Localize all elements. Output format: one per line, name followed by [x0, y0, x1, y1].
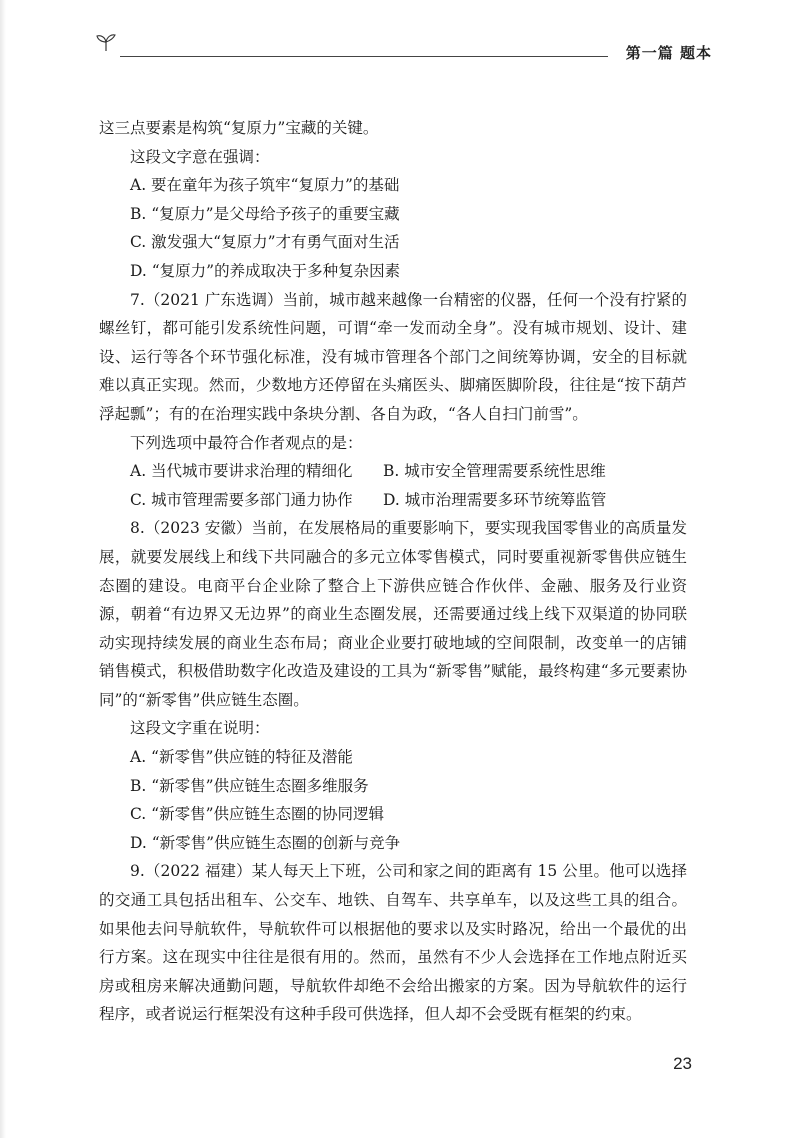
q7-options-row-2: [99, 486, 687, 515]
q7-options-row-1: [99, 457, 687, 486]
q8-prompt: 这段文字重在说明：: [130, 719, 270, 738]
q8-option-d: D. “新零售”供应链生态圈的创新与竞争: [130, 833, 401, 852]
page-number: 23: [673, 1054, 692, 1073]
q8-passage: 8.（2023 安徽）当前，在发展格局的重要影响下，要实现我国零售业的高质量发展，就要发展线上和线下共同融合的多元立体零售模式，同时要重视新零售供应链生态圈的建设。电商平台企业除了整合上下游供应链合作伙伴、金融、服务及行业资源，朝着“有边界又无边界”的商业生态圈发展，还需要通过线上线下双渠道的协同联动实现持续发展的商业生态布局；商业企业要打破地域的空间限制，改变单一的店铺销售模式，积极借助数字化改造及建设的工具为“新零售”赋能，最终构建“多元要素协同”的“新零售”供应链生态圈。: [99, 519, 687, 709]
section-title: 第一篇 题本: [625, 44, 712, 62]
q6-prompt: 这段文字意在强调：: [130, 147, 270, 166]
q7-passage: 7.（2021 广东选调）当前，城市越来越像一台精密的仪器，任何一个没有拧紧的螺丝钉，都可能引发系统性问题，可谓“牵一发而动全身”。没有城市规划、设计、建设、运行等各个环节强化标准，没有城市管理各个部门之间统筹协调，安全的目标就难以真正实现。然而，少数地方还停留在头痛医头、脚痛医脚阶段，往往是“按下葫芦浮起瓢”；有的在治理实践中条块分割、各自为政，“各人自扫门前雪”。: [99, 290, 687, 423]
q7-option-a: A. 当代城市要讲求治理的精细化: [130, 462, 353, 481]
q6-option-b: B. “复原力”是父母给予孩子的重要宝藏: [130, 204, 400, 223]
running-header: [96, 26, 712, 66]
page-content: [99, 114, 687, 1029]
q6-option-d: D. “复原力”的养成取决于多种复杂因素: [130, 261, 401, 280]
q8-option-b: B. “新零售”供应链生态圈多维服务: [130, 776, 369, 795]
q8-option-c: C. “新零售”供应链生态圈的协同逻辑: [130, 805, 385, 824]
q6-option-a: A. 要在童年为孩子筑牢“复原力”的基础: [130, 176, 400, 195]
q8-option-a: A. “新零售”供应链的特征及潜能: [130, 748, 353, 767]
q9-passage: 9.（2022 福建）某人每天上下班，公司和家之间的距离有 15 公里。他可以选择的交通工具包括出租车、公交车、地铁、自驾车、共享单车，以及这些工具的组合。如果他去问导航软件，导航软件可以根据他的要求以及实时路况，给出一个最优的出行方案。这在现实中往往是很有用的。然而，虽然有不少人会选择在工作地点附近买房或租房来解决通勤问题，导航软件却绝不会给出搬家的方案。因为导航软件的运行程序，或者说运行框架没有这种手段可供选择，但人却不会受既有框架的约束。: [99, 862, 687, 1024]
intro-line: 这三点要素是构筑“复原力”宝藏的关键。: [99, 119, 379, 137]
q7-option-c: C. 城市管理需要多部门通力协作: [130, 490, 353, 509]
q7-prompt: 下列选项中最符合作者观点的是：: [130, 433, 363, 452]
q7-option-b: B. 城市安全管理需要系统性思维: [383, 462, 606, 481]
scan-edge-shadow: [0, 0, 6, 1138]
q6-option-c: C. 激发强大“复原力”才有勇气面对生活: [130, 233, 400, 252]
header-rule: [120, 56, 608, 57]
sprout-icon: [96, 34, 116, 52]
q7-option-d: D. 城市治理需要多环节统筹监管: [383, 490, 607, 509]
